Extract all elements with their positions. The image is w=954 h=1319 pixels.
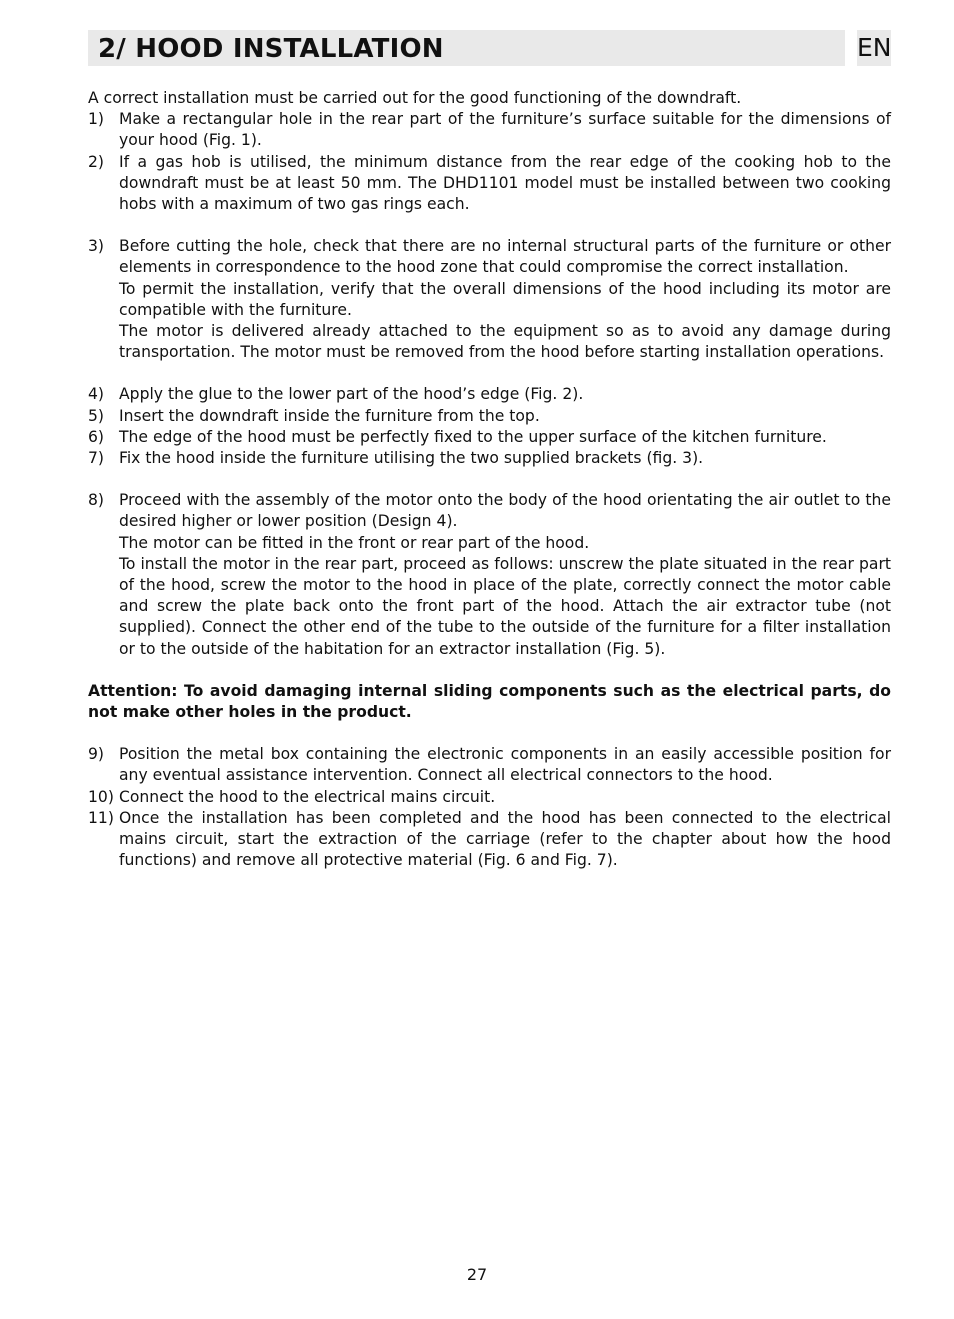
manual-page [88,30,891,872]
step-text: If a gas hob is utilised, the minimum distance from the rear edge of the cooking hob to the downdraft must be at least 50 mm. The DHD1101 model must be installed between two cooking hobs with a maximum of two gas rings each. [119,152,891,214]
step-item [88,109,891,151]
step-text: Apply the glue to the lower part of the hood’s edge (Fig. 2). [119,385,584,404]
step-number: 5) [88,406,105,425]
step-text: The motor can be fitted in the front or rear part of the hood. [119,533,590,552]
step-text: Make a rectangular hole in the rear part of the furniture’s surface suitable for the dimensions of your hood (Fig. 1). [119,110,891,150]
steps-group-2 [88,236,891,363]
step-text: Fix the hood inside the furniture utilising the two supplied brackets (fig. 3). [119,449,704,468]
attention-note: Attention: To avoid damaging internal sliding components such as the electrical parts, do not make other holes in the product. [88,681,891,722]
steps-group-3 [88,384,891,469]
step-text: Once the installation has been completed and the hood has been connected to the electrical mains circuit, start the extraction of the carriage (refer to the chapter about how the hood functions) and remove all protective material (Fig. 6 and Fig. 7). [119,808,891,870]
step-number: 8) [88,491,105,510]
step-number: 4) [88,385,105,404]
step-text: Position the metal box containing the electronic components in an easily accessible position for any eventual assistance intervention. Connect all electrical connectors to the hood. [119,745,891,785]
section-title: 2/ HOOD INSTALLATION [88,30,845,66]
step-item [88,152,891,216]
step-item [88,427,891,448]
step-item [88,384,891,405]
steps-group-1 [88,109,891,215]
instructions-body [88,88,891,872]
step-text: The motor is delivered already attached to the equipment so as to avoid any damage during transportation. The motor must be removed from the hood before starting installation operations. [119,322,891,362]
language-badge: EN [857,30,891,66]
step-text: The edge of the hood must be perfectly fixed to the upper surface of the kitchen furniture. [119,427,827,446]
step-text: To permit the installation, verify that the overall dimensions of the hood including its motor are compatible with the furniture. [119,279,891,319]
step-number: 9) [88,745,105,764]
step-text: To install the motor in the rear part, proceed as follows: unscrew the plate situated in the rear part of the hood, screw the motor to the hood in place of the plate, correctly connect the motor cable and screw the plate back onto the front part of the hood. Attach the air extractor tube (not supplied). Connect the other end of the tube to the outside of the furniture for a filter installation or to the outside of the habitation for an extractor installation (Fig. 5). [119,554,891,658]
steps-group-5 [88,744,891,871]
intro-paragraph: A correct installation must be carried out for the good functioning of the downdraft. [88,89,742,107]
step-number: 7) [88,449,105,468]
step-number: 3) [88,237,105,256]
step-text: Insert the downdraft inside the furniture from the top. [119,406,540,425]
page-number: 27 [466,1265,488,1284]
step-number: 2) [88,152,105,171]
step-number: 10) [88,787,114,806]
step-item [88,406,891,427]
step-number: 1) [88,110,105,129]
section-header [88,30,891,66]
steps-group-4 [88,490,891,660]
step-number: 11) [88,808,114,827]
step-item [88,787,891,808]
step-text: Proceed with the assembly of the motor onto the body of the hood orientating the air outlet to the desired higher or lower position (Design 4). [119,491,891,531]
step-item [88,236,891,363]
step-item [88,448,891,469]
step-item [88,490,891,660]
step-text: Connect the hood to the electrical mains circuit. [119,787,496,806]
step-number: 6) [88,427,105,446]
step-item [88,808,891,872]
step-text: Before cutting the hole, check that there are no internal structural parts of the furniture or other elements in correspondence to the hood zone that could compromise the correct installation. [119,237,891,277]
step-item [88,744,891,786]
